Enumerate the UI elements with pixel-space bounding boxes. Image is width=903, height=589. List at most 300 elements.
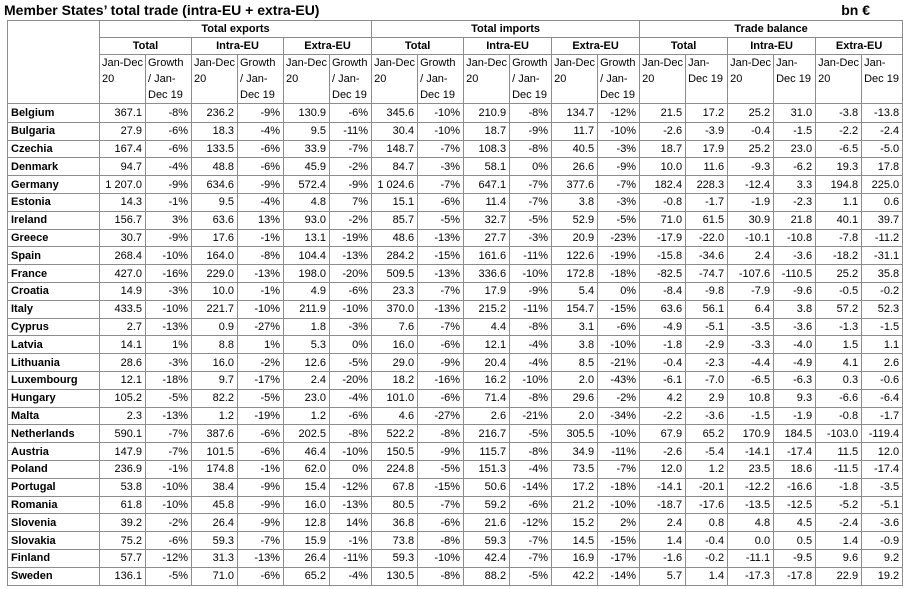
country-name: France	[8, 265, 100, 283]
value-cell: 147.9	[100, 443, 146, 461]
value-cell: -18.7	[640, 496, 686, 514]
value-cell: -8%	[510, 318, 552, 336]
value-cell: -10%	[510, 265, 552, 283]
value-cell: 61.5	[686, 211, 728, 229]
value-cell: -18.2	[816, 247, 862, 265]
value-cell: -9%	[418, 443, 464, 461]
value-cell: 115.7	[464, 443, 510, 461]
value-cell: -9%	[510, 122, 552, 140]
value-cell: -4.4	[728, 354, 774, 372]
value-cell: 22.9	[816, 567, 862, 585]
value-cell: -5%	[238, 389, 284, 407]
period-header: Growth / Jan-Dec 19	[510, 55, 552, 104]
value-cell: -1%	[146, 460, 192, 478]
value-cell: -6.5	[728, 371, 774, 389]
value-cell: -10.8	[774, 229, 816, 247]
value-cell: -23%	[598, 229, 640, 247]
value-cell: -3.6	[686, 407, 728, 425]
value-cell: 59.3	[192, 532, 238, 550]
value-cell: -1.7	[686, 193, 728, 211]
value-cell: -1.5	[728, 407, 774, 425]
value-cell: 34.9	[552, 443, 598, 461]
value-cell: 4.8	[728, 514, 774, 532]
value-cell: 21.6	[464, 514, 510, 532]
value-cell: -3%	[146, 282, 192, 300]
value-cell: -1.9	[774, 407, 816, 425]
value-cell: -7%	[510, 532, 552, 550]
value-cell: -20%	[330, 265, 372, 283]
value-cell: -15%	[598, 532, 640, 550]
value-cell: 184.5	[774, 425, 816, 443]
period-header: Jan-Dec 20	[372, 55, 418, 104]
value-cell: -5%	[510, 567, 552, 585]
value-cell: 194.8	[816, 176, 862, 194]
value-cell: -6%	[598, 318, 640, 336]
value-cell: 16.2	[464, 371, 510, 389]
value-cell: 13%	[238, 211, 284, 229]
value-cell: 58.1	[464, 158, 510, 176]
value-cell: 3.1	[552, 318, 598, 336]
period-header: Jan-Dec 20	[192, 55, 238, 104]
value-cell: 53.8	[100, 478, 146, 496]
value-cell: 20.9	[552, 229, 598, 247]
value-cell: 210.9	[464, 104, 510, 123]
value-cell: -2%	[330, 158, 372, 176]
value-cell: 46.4	[284, 443, 330, 461]
value-cell: -11%	[330, 122, 372, 140]
value-cell: 229.0	[192, 265, 238, 283]
value-cell: 3.8	[552, 193, 598, 211]
value-cell: 33.9	[284, 140, 330, 158]
value-cell: -8%	[510, 389, 552, 407]
subgroup-header: Extra-EU	[284, 38, 372, 55]
table-row	[8, 532, 903, 550]
value-cell: -27%	[238, 318, 284, 336]
value-cell: 6.4	[728, 300, 774, 318]
value-cell: -19%	[238, 407, 284, 425]
value-cell: 647.1	[464, 176, 510, 194]
value-cell: -0.8	[640, 193, 686, 211]
table-body	[8, 104, 903, 586]
value-cell: 345.6	[372, 104, 418, 123]
value-cell: -5.2	[816, 496, 862, 514]
value-cell: -8%	[418, 425, 464, 443]
table-row	[8, 514, 903, 532]
value-cell: 48.6	[372, 229, 418, 247]
country-name: Belgium	[8, 104, 100, 123]
value-cell: -10%	[146, 496, 192, 514]
value-cell: 3.3	[774, 176, 816, 194]
value-cell: 101.5	[192, 443, 238, 461]
value-cell: -1.9	[728, 193, 774, 211]
value-cell: 9.7	[192, 371, 238, 389]
value-cell: 12.1	[100, 371, 146, 389]
table-row	[8, 425, 903, 443]
value-cell: -107.6	[728, 265, 774, 283]
table-row	[8, 371, 903, 389]
value-cell: -0.2	[862, 282, 903, 300]
country-name: Lithuania	[8, 354, 100, 372]
table-row	[8, 549, 903, 567]
value-cell: 71.4	[464, 389, 510, 407]
value-cell: -8%	[418, 567, 464, 585]
subgroup-header: Total	[372, 38, 464, 55]
period-header: Growth / Jan-Dec 19	[330, 55, 372, 104]
table-row	[8, 336, 903, 354]
value-cell: -1.5	[774, 122, 816, 140]
value-cell: -1%	[146, 193, 192, 211]
value-cell: 18.7	[464, 122, 510, 140]
group-header-row	[8, 21, 903, 38]
country-name: Croatia	[8, 282, 100, 300]
value-cell: 336.6	[464, 265, 510, 283]
value-cell: 15.1	[372, 193, 418, 211]
value-cell: -2.9	[686, 336, 728, 354]
value-cell: 42.4	[464, 549, 510, 567]
value-cell: -6%	[330, 282, 372, 300]
value-cell: 161.6	[464, 247, 510, 265]
period-header: Jan-Dec 20	[728, 55, 774, 104]
value-cell: 10.0	[192, 282, 238, 300]
value-cell: 17.6	[192, 229, 238, 247]
value-cell: -6%	[146, 122, 192, 140]
value-cell: 224.8	[372, 460, 418, 478]
value-cell: 9.6	[816, 549, 862, 567]
value-cell: -0.4	[728, 122, 774, 140]
value-cell: -6.4	[862, 389, 903, 407]
value-cell: -5%	[146, 567, 192, 585]
value-cell: 9.2	[862, 549, 903, 567]
value-cell: -19%	[598, 247, 640, 265]
value-cell: -5%	[598, 211, 640, 229]
value-cell: -9.6	[774, 282, 816, 300]
value-cell: 59.3	[372, 549, 418, 567]
value-cell: -7%	[418, 176, 464, 194]
value-cell: 7%	[330, 193, 372, 211]
country-name: Italy	[8, 300, 100, 318]
value-cell: -5.4	[686, 443, 728, 461]
value-cell: -10%	[418, 104, 464, 123]
value-cell: -10.1	[728, 229, 774, 247]
value-cell: -17.3	[728, 567, 774, 585]
value-cell: 590.1	[100, 425, 146, 443]
country-name: Portugal	[8, 478, 100, 496]
period-header: Jan-Dec 20	[552, 55, 598, 104]
value-cell: -17.6	[686, 496, 728, 514]
value-cell: -18%	[146, 371, 192, 389]
country-name: Finland	[8, 549, 100, 567]
value-cell: 2%	[598, 514, 640, 532]
value-cell: -13%	[418, 229, 464, 247]
value-cell: 572.4	[284, 176, 330, 194]
value-cell: -13%	[146, 318, 192, 336]
value-cell: 198.0	[284, 265, 330, 283]
value-cell: 65.2	[284, 567, 330, 585]
value-cell: 0.3	[816, 371, 862, 389]
value-cell: -8%	[510, 104, 552, 123]
value-cell: -6.2	[774, 158, 816, 176]
value-cell: -4.9	[774, 354, 816, 372]
value-cell: -7%	[330, 140, 372, 158]
value-cell: 164.0	[192, 247, 238, 265]
value-cell: -11.1	[728, 549, 774, 567]
value-cell: -8.4	[640, 282, 686, 300]
value-cell: -2%	[146, 514, 192, 532]
value-cell: 0.8	[686, 514, 728, 532]
value-cell: -7%	[418, 496, 464, 514]
value-cell: 0%	[330, 460, 372, 478]
value-cell: 136.1	[100, 567, 146, 585]
table-row	[8, 211, 903, 229]
value-cell: -7%	[418, 318, 464, 336]
value-cell: -12%	[146, 549, 192, 567]
value-cell: 52.9	[552, 211, 598, 229]
value-cell: 370.0	[372, 300, 418, 318]
table-row	[8, 300, 903, 318]
value-cell: 21.2	[552, 496, 598, 514]
value-cell: 228.3	[686, 176, 728, 194]
value-cell: -5%	[510, 211, 552, 229]
value-cell: -9%	[238, 496, 284, 514]
value-cell: -16%	[418, 371, 464, 389]
value-cell: 40.1	[816, 211, 862, 229]
value-cell: 1.1	[816, 193, 862, 211]
value-cell: 56.1	[686, 300, 728, 318]
value-cell: -1.8	[816, 478, 862, 496]
value-cell: -3.8	[816, 104, 862, 123]
value-cell: 5.3	[284, 336, 330, 354]
value-cell: 39.7	[862, 211, 903, 229]
value-cell: 23.3	[372, 282, 418, 300]
value-cell: -10%	[146, 300, 192, 318]
value-cell: -2.2	[640, 407, 686, 425]
value-cell: -1.5	[862, 318, 903, 336]
value-cell: 2.6	[862, 354, 903, 372]
value-cell: 5.7	[640, 567, 686, 585]
subgroup-header: Intra-EU	[728, 38, 816, 55]
value-cell: 427.0	[100, 265, 146, 283]
country-name: Sweden	[8, 567, 100, 585]
value-cell: 17.9	[464, 282, 510, 300]
value-cell: 26.4	[192, 514, 238, 532]
value-cell: 63.6	[192, 211, 238, 229]
value-cell: 0.9	[192, 318, 238, 336]
value-cell: -8%	[418, 532, 464, 550]
value-cell: 3.8	[552, 336, 598, 354]
period-header: Jan-Dec 20	[816, 55, 862, 104]
value-cell: 93.0	[284, 211, 330, 229]
value-cell: -110.5	[774, 265, 816, 283]
value-cell: 1.5	[816, 336, 862, 354]
value-cell: -6%	[238, 443, 284, 461]
value-cell: 151.3	[464, 460, 510, 478]
value-cell: -15%	[418, 247, 464, 265]
value-cell: 14.9	[100, 282, 146, 300]
value-cell: 45.9	[284, 158, 330, 176]
value-cell: 1.4	[816, 532, 862, 550]
value-cell: 2.7	[100, 318, 146, 336]
value-cell: -9%	[238, 514, 284, 532]
value-cell: -3%	[510, 229, 552, 247]
value-cell: 36.8	[372, 514, 418, 532]
value-cell: -9%	[146, 176, 192, 194]
subgroup-header: Total	[100, 38, 192, 55]
value-cell: 148.7	[372, 140, 418, 158]
table-row	[8, 443, 903, 461]
value-cell: -1%	[238, 229, 284, 247]
value-cell: -12%	[330, 478, 372, 496]
value-cell: -15%	[598, 300, 640, 318]
value-cell: -1%	[238, 282, 284, 300]
value-cell: -21%	[510, 407, 552, 425]
value-cell: -11%	[510, 247, 552, 265]
country-name: Estonia	[8, 193, 100, 211]
value-cell: -13.8	[862, 104, 903, 123]
value-cell: 12.6	[284, 354, 330, 372]
value-cell: -11%	[510, 300, 552, 318]
value-cell: -17.4	[774, 443, 816, 461]
value-cell: -10%	[330, 443, 372, 461]
value-cell: 15.4	[284, 478, 330, 496]
value-cell: 23.0	[284, 389, 330, 407]
value-cell: 23.5	[728, 460, 774, 478]
value-cell: -6%	[510, 496, 552, 514]
value-cell: -13%	[418, 300, 464, 318]
value-cell: 1.2	[284, 407, 330, 425]
value-cell: 211.9	[284, 300, 330, 318]
value-cell: 284.2	[372, 247, 418, 265]
value-cell: 202.5	[284, 425, 330, 443]
value-cell: -2.3	[774, 193, 816, 211]
value-cell: 2.6	[464, 407, 510, 425]
value-cell: 18.7	[640, 140, 686, 158]
value-cell: 1.1	[862, 336, 903, 354]
value-cell: -13%	[418, 265, 464, 283]
value-cell: -103.0	[816, 425, 862, 443]
country-name: Greece	[8, 229, 100, 247]
value-cell: -4%	[238, 122, 284, 140]
period-header: Jan-Dec 20	[464, 55, 510, 104]
value-cell: -10%	[598, 425, 640, 443]
period-header: Growth / Jan-Dec 19	[598, 55, 640, 104]
value-cell: 170.9	[728, 425, 774, 443]
period-header: Growth / Jan-Dec 19	[238, 55, 284, 104]
value-cell: 19.2	[862, 567, 903, 585]
value-cell: -6.5	[816, 140, 862, 158]
value-cell: -6.3	[774, 371, 816, 389]
value-cell: 156.7	[100, 211, 146, 229]
value-cell: -10%	[330, 300, 372, 318]
value-cell: 1%	[238, 336, 284, 354]
value-cell: -7%	[510, 549, 552, 567]
value-cell: 174.8	[192, 460, 238, 478]
subgroup-header: Intra-EU	[192, 38, 284, 55]
group-header: Trade balance	[640, 21, 903, 38]
value-cell: 23.0	[774, 140, 816, 158]
value-cell: 19.3	[816, 158, 862, 176]
value-cell: -21%	[598, 354, 640, 372]
value-cell: -4%	[330, 567, 372, 585]
value-cell: 57.2	[816, 300, 862, 318]
value-cell: 5.4	[552, 282, 598, 300]
value-cell: -14%	[598, 567, 640, 585]
value-cell: 30.4	[372, 122, 418, 140]
table-row	[8, 389, 903, 407]
value-cell: 221.7	[192, 300, 238, 318]
value-cell: 3.8	[774, 300, 816, 318]
table-row	[8, 354, 903, 372]
value-cell: -10%	[146, 247, 192, 265]
value-cell: -0.6	[862, 371, 903, 389]
value-cell: 150.5	[372, 443, 418, 461]
value-cell: -13%	[238, 549, 284, 567]
value-cell: -3.6	[862, 514, 903, 532]
value-cell: -11.2	[862, 229, 903, 247]
value-cell: 14.1	[100, 336, 146, 354]
value-cell: -9%	[418, 354, 464, 372]
value-cell: -4%	[330, 389, 372, 407]
value-cell: 1 024.6	[372, 176, 418, 194]
value-cell: 4.8	[284, 193, 330, 211]
value-cell: 236.9	[100, 460, 146, 478]
value-cell: -9%	[146, 229, 192, 247]
value-cell: -2.3	[686, 354, 728, 372]
value-cell: -2%	[330, 211, 372, 229]
value-cell: -9%	[238, 104, 284, 123]
value-cell: 2.3	[100, 407, 146, 425]
value-cell: -16.6	[774, 478, 816, 496]
value-cell: -0.9	[862, 532, 903, 550]
value-cell: -6%	[238, 425, 284, 443]
value-cell: 172.8	[552, 265, 598, 283]
value-cell: 31.0	[774, 104, 816, 123]
value-cell: 4.6	[372, 407, 418, 425]
country-name: Netherlands	[8, 425, 100, 443]
value-cell: 1.4	[686, 567, 728, 585]
period-header: Growth / Jan-Dec 19	[146, 55, 192, 104]
country-name: Poland	[8, 460, 100, 478]
value-cell: 62.0	[284, 460, 330, 478]
value-cell: 10.8	[728, 389, 774, 407]
value-cell: -7%	[510, 176, 552, 194]
value-cell: -4%	[510, 460, 552, 478]
value-cell: -34%	[598, 407, 640, 425]
table-row	[8, 247, 903, 265]
value-cell: 27.9	[100, 122, 146, 140]
value-cell: 1.2	[686, 460, 728, 478]
value-cell: 29.6	[552, 389, 598, 407]
value-cell: -0.2	[686, 549, 728, 567]
value-cell: 108.3	[464, 140, 510, 158]
country-name: Slovakia	[8, 532, 100, 550]
group-header: Total imports	[372, 21, 640, 38]
value-cell: 12.0	[640, 460, 686, 478]
value-cell: -9%	[598, 158, 640, 176]
country-name: Denmark	[8, 158, 100, 176]
table-row	[8, 229, 903, 247]
value-cell: 14%	[330, 514, 372, 532]
value-cell: 84.7	[372, 158, 418, 176]
value-cell: 154.7	[552, 300, 598, 318]
value-cell: -12.4	[728, 176, 774, 194]
value-cell: -11.5	[816, 460, 862, 478]
value-cell: -12%	[510, 514, 552, 532]
value-cell: 1.2	[192, 407, 238, 425]
value-cell: -7%	[510, 193, 552, 211]
value-cell: -9%	[238, 478, 284, 496]
value-cell: -13.5	[728, 496, 774, 514]
value-cell: -10%	[598, 496, 640, 514]
